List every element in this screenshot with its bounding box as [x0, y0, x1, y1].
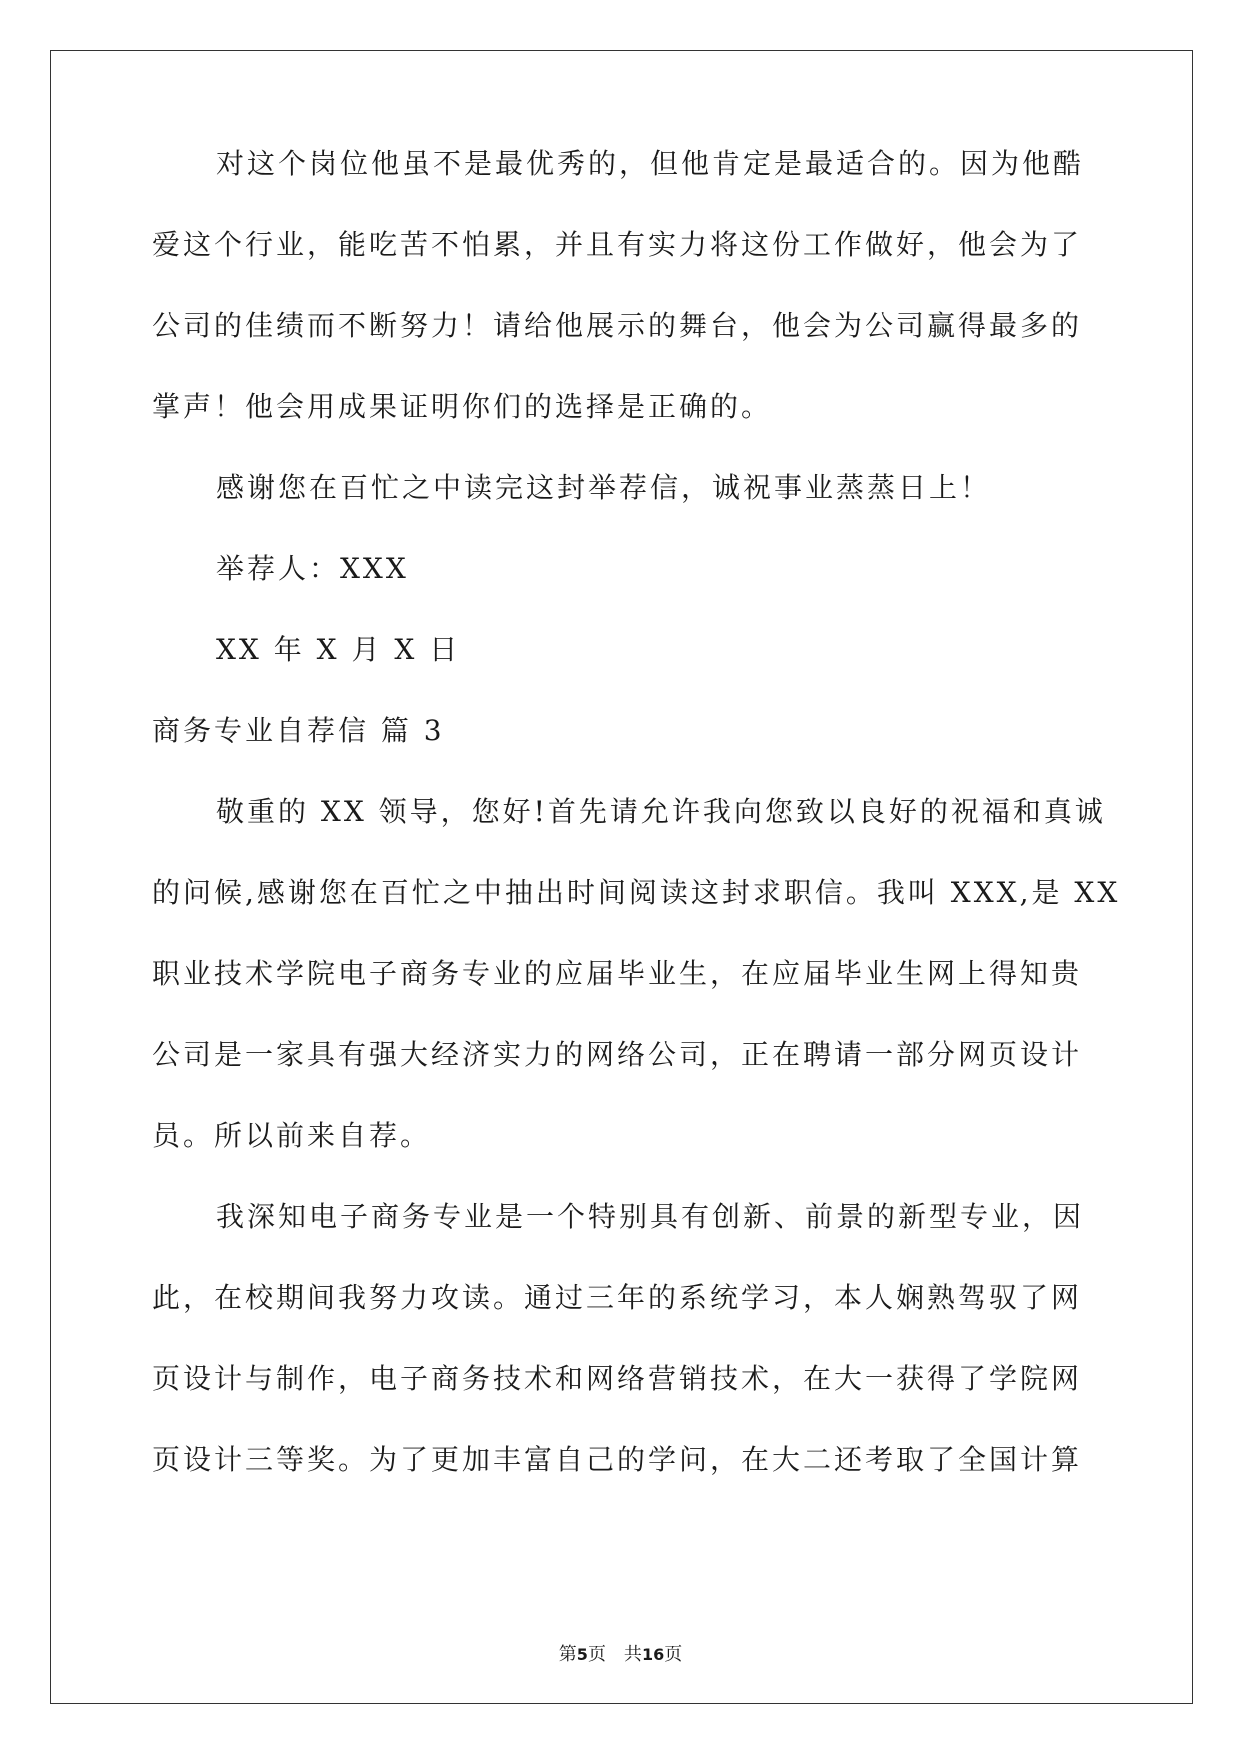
- paragraph-line: 的问候,感谢您在百忙之中抽出时间阅读这封求职信。我叫 XXX,是 XX: [152, 876, 1121, 909]
- paragraph-line: 页设计与制作，电子商务技术和网络营销技术，在大一获得了学院网: [152, 1362, 1083, 1395]
- paragraph-line: 我深知电子商务专业是一个特别具有创新、前景的新型专业，因: [216, 1200, 1085, 1233]
- date-line: XX 年 X 月 X 日: [216, 633, 461, 666]
- page-number-footer: [0, 1640, 1241, 1666]
- recommender-line: 举荐人：XXX: [216, 552, 409, 585]
- page-suffix: 页: [664, 1644, 683, 1665]
- paragraph-line: 公司是一家具有强大经济实力的网络公司，正在聘请一部分网页设计: [152, 1038, 1083, 1071]
- paragraph-line: 公司的佳绩而不断努力！请给他展示的舞台，他会为公司赢得最多的: [152, 309, 1083, 342]
- document-body: [152, 147, 1121, 1527]
- paragraph-line: 页设计三等奖。为了更加丰富自己的学问，在大二还考取了全国计算: [152, 1443, 1083, 1476]
- section-heading: 商务专业自荐信 篇 3: [152, 714, 445, 747]
- paragraph-line: 对这个岗位他虽不是最优秀的，但他肯定是最适合的。因为他酷: [216, 147, 1085, 180]
- paragraph-line: 敬重的 XX 领导，您好!首先请允许我向您致以良好的祝福和真诚: [216, 795, 1106, 828]
- paragraph-line: 此，在校期间我努力攻读。通过三年的系统学习，本人娴熟驾驭了网: [152, 1281, 1083, 1314]
- page-prefix: 第: [558, 1644, 577, 1665]
- current-page-number: 5: [576, 1645, 588, 1664]
- closing-line: 感谢您在百忙之中读完这封举荐信，诚祝事业蒸蒸日上！: [216, 471, 992, 504]
- paragraph-line: 职业技术学院电子商务专业的应届毕业生，在应届毕业生网上得知贵: [152, 957, 1083, 990]
- paragraph-line: 爱这个行业，能吃苦不怕累，并且有实力将这份工作做好，他会为了: [152, 228, 1083, 261]
- page-mid: 页 共: [587, 1644, 642, 1665]
- paragraph-line: 员。所以前来自荐。: [152, 1119, 432, 1152]
- paragraph-line: 掌声！他会用成果证明你们的选择是正确的。: [152, 390, 773, 423]
- total-page-number: 16: [641, 1645, 665, 1664]
